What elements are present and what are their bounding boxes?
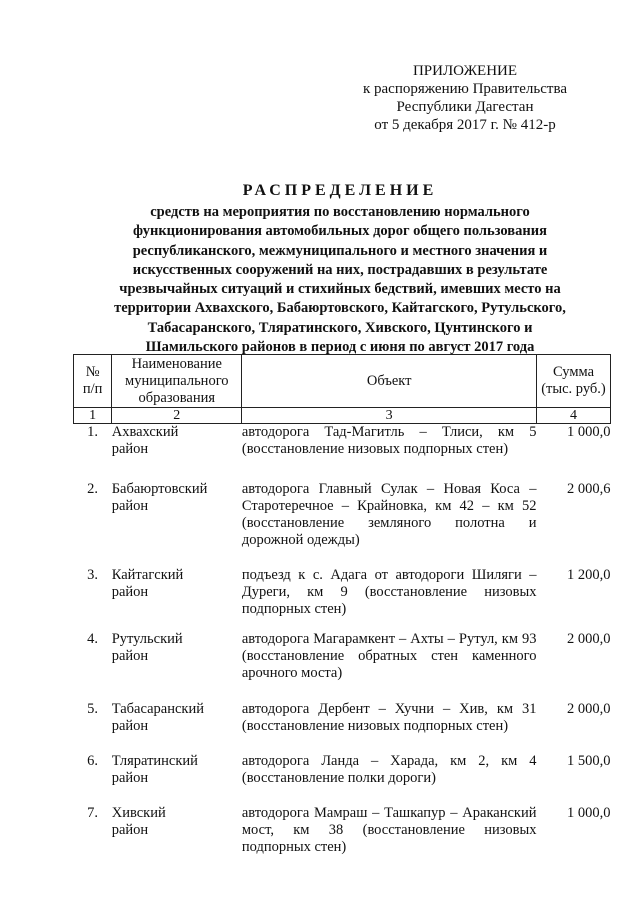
row-sum: 1 500,0 — [567, 752, 611, 769]
row-number: 6. — [87, 752, 99, 769]
table-row — [74, 424, 611, 481]
document-heading: РАСПРЕДЕЛЕНИЕ — [242, 182, 438, 199]
row-number: 7. — [87, 804, 99, 821]
column-number: 3 — [242, 408, 537, 424]
header-municipality: Наименование муниципального образования — [112, 355, 242, 408]
subheading-line: Шамильского районов в период с июня по август 2017 года — [145, 339, 535, 356]
row-sum: 2 000,0 — [567, 630, 611, 647]
column-number: 2 — [112, 408, 242, 424]
subheading-line: Табасаранского, Тляратинского, Хивского, Цунтинского и — [147, 319, 533, 336]
document-subheading — [80, 203, 600, 357]
header-num: № п/п — [74, 355, 112, 408]
appendix-line-1: к распоряжению Правительства — [362, 81, 567, 97]
row-municipality: Тляратинский район — [111, 752, 198, 786]
row-object: автодорога Тад-Магитль – Тлиси, км 5 (восстановление низовых подпорных стен) — [241, 424, 537, 457]
subheading-line: функционирования автомобильных дорог общего пользования — [133, 223, 547, 240]
column-number: 1 — [74, 408, 112, 424]
row-number: 3. — [87, 566, 99, 583]
row-sum: 2 000,6 — [567, 480, 611, 497]
row-object: автодорога Магарамкент – Ахты – Рутул, км 93 (восстановление обратных стен каменного арочного моста) — [241, 630, 537, 681]
row-sum: 2 000,0 — [567, 700, 611, 717]
row-object: автодорога Мамраш – Ташкапур – Араканский мост, км 38 (восстановление низовых подпорных стен) — [241, 804, 537, 855]
row-number: 2. — [87, 480, 99, 497]
subheading-line: чрезвычайных ситуаций и стихийных бедствий, имевших место на — [119, 281, 561, 298]
table-row — [74, 567, 611, 631]
row-number: 4. — [87, 630, 99, 647]
appendix-block — [340, 62, 590, 134]
subheading-line: территории Ахвахского, Бабаюртовского, Кайтагского, Рутульского, — [114, 300, 566, 317]
appendix-line-2: Республики Дагестан — [396, 99, 534, 115]
row-sum: 1 000,0 — [567, 424, 611, 440]
row-object: автодорога Ланда – Харада, км 2, км 4 (восстановление полки дороги) — [241, 752, 537, 786]
header-object: Объект — [242, 355, 537, 408]
subheading-line: средств на мероприятия по восстановлению нормального — [150, 204, 530, 220]
appendix-title: ПРИЛОЖЕНИЕ — [412, 63, 518, 79]
row-sum: 1 200,0 — [567, 566, 611, 583]
row-municipality: Хивский район — [111, 804, 166, 838]
table-row — [74, 631, 611, 701]
table-row — [74, 753, 611, 805]
column-number: 4 — [536, 408, 610, 424]
row-municipality: Рутульский район — [111, 630, 183, 664]
row-municipality: Кайтагский район — [111, 566, 184, 600]
header-sum: Сумма (тыс. руб.) — [536, 355, 610, 408]
subheading-line: республиканского, межмуниципального и местного значения и — [132, 242, 548, 259]
row-number: 1. — [87, 424, 99, 440]
table-row — [74, 805, 611, 865]
row-municipality: Бабаюртовский район — [111, 480, 208, 514]
row-municipality: Ахвахский район — [111, 424, 179, 457]
subheading-line: искусственных сооружений на них, пострадавших в результате — [132, 261, 548, 278]
row-object: автодорога Главный Сулак – Новая Коса – Старотеречное – Крайновка, км 42 – км 52 (восстановление земляного полотна и дорожной одежды) — [241, 480, 537, 548]
row-sum: 1 000,0 — [567, 804, 611, 821]
table-row — [74, 701, 611, 753]
distribution-table — [73, 354, 611, 865]
table-row — [74, 481, 611, 567]
appendix-line-3: от 5 декабря 2017 г. № 412-р — [374, 117, 556, 133]
row-municipality: Табасаранский район — [111, 700, 204, 734]
row-number: 5. — [87, 700, 99, 717]
row-object: автодорога Дербент – Хучни – Хив, км 31 (восстановление низовых подпорных стен) — [241, 700, 537, 734]
row-object: подъезд к с. Адага от автодороги Шиляги – Дуреги, км 9 (восстановление низовых подпорных стен) — [241, 566, 537, 617]
